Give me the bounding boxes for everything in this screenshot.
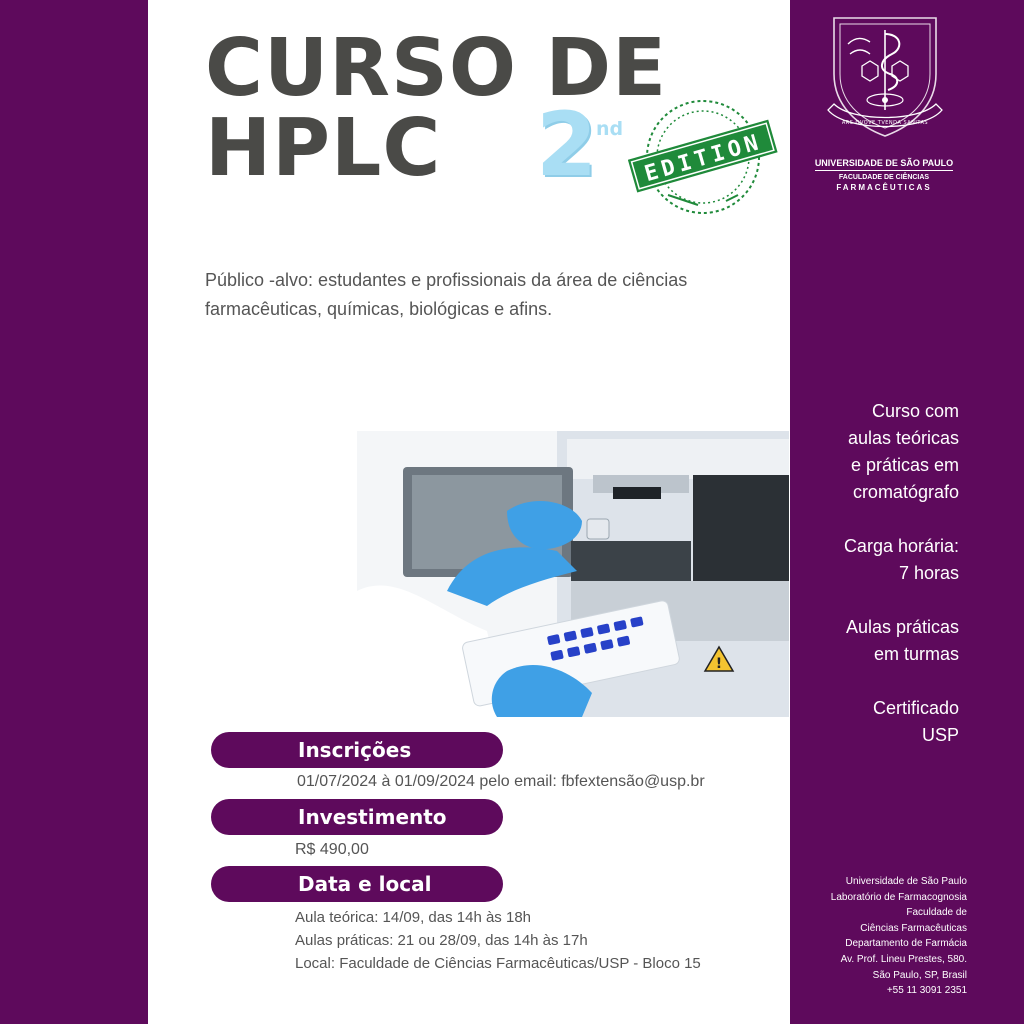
feature-item xyxy=(844,398,959,506)
svg-text:!: ! xyxy=(715,656,723,672)
data-local-line: Aula teórica: 14/09, das 14h às 18h xyxy=(295,909,532,926)
contact-line: Universidade de São Paulo xyxy=(845,876,967,887)
edition-stamp-text: EDITION xyxy=(641,129,765,188)
section-pill-data-local: Data e local xyxy=(211,866,503,902)
feature-line: Aulas práticas xyxy=(845,617,959,637)
course-features xyxy=(844,398,959,749)
feature-line: Certificado xyxy=(872,698,959,718)
feature-item xyxy=(844,614,959,668)
faculty-line-2: FARMACÊUTICAS xyxy=(836,183,932,192)
university-name: UNIVERSIDADE DE SÃO PAULO xyxy=(815,158,953,171)
edition-suffix: nd xyxy=(596,118,624,140)
feature-line: e práticas em xyxy=(850,455,959,475)
section-pill-investimento: Investimento xyxy=(211,799,503,835)
contact-line: São Paulo, SP, Brasil xyxy=(872,969,967,981)
feature-line: aulas teóricas xyxy=(847,428,959,448)
crest-motto: ARS QVOVE TVENDA SANITAS xyxy=(841,120,929,126)
data-local-line: Local: Faculdade de Ciências Farmacêuticas/USP - Bloco 15 xyxy=(295,955,701,972)
feature-line: 7 horas xyxy=(898,563,959,583)
section-pill-inscricoes: Inscrições xyxy=(211,732,503,768)
contact-line: Laboratório de Farmacognosia xyxy=(830,891,967,903)
contact-line: Av. Prof. Lineu Prestes, 580. xyxy=(840,953,967,965)
university-name-block xyxy=(808,157,960,193)
feature-item xyxy=(844,695,959,749)
feature-line: USP xyxy=(921,725,959,745)
data-local-line: Aulas práticas: 21 ou 28/09, das 14h às 17h xyxy=(295,932,588,949)
usp-crest-icon xyxy=(826,14,944,146)
feature-line: em turmas xyxy=(873,644,959,664)
contact-line: Ciências Farmacêuticas xyxy=(860,922,967,934)
contact-line: Faculdade de xyxy=(906,907,967,919)
faculty-line-1: FACULDADE DE CIÊNCIAS xyxy=(838,174,930,181)
feature-line: Curso com xyxy=(871,401,959,421)
title-line-1: CURSO DE xyxy=(205,22,668,114)
feature-line: cromatógrafo xyxy=(852,482,959,502)
feature-line: Carga horária: xyxy=(843,536,959,556)
title-line-2: HPLC xyxy=(205,102,442,194)
edition-number: 2 xyxy=(536,93,598,196)
inscricoes-text: 01/07/2024 à 01/09/2024 pelo email: fbfextensão@usp.br xyxy=(297,773,705,790)
data-local-list xyxy=(295,906,701,975)
target-audience: Público -alvo: estudantes e profissionais da área de ciências farmacêuticas, químicas, biológicas e afins. xyxy=(205,270,688,319)
contact-line: Departamento de Farmácia xyxy=(845,938,967,950)
contact-line: +55 11 3091 2351 xyxy=(886,985,967,997)
investimento-text: R$ 490,00 xyxy=(295,841,369,858)
feature-item xyxy=(844,533,959,587)
contact-block xyxy=(831,874,967,999)
lab-photo-image xyxy=(357,431,789,717)
course-title xyxy=(205,22,668,196)
edition-stamp-icon xyxy=(628,95,778,225)
